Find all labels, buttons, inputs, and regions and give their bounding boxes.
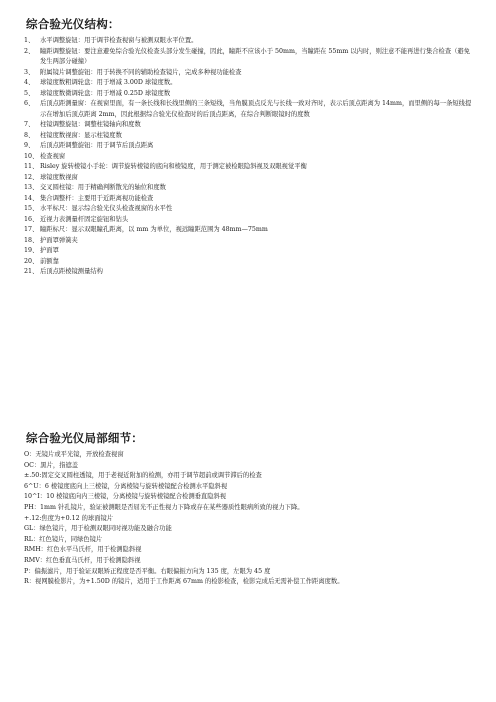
section-title-details: 综合验光仪局部细节： <box>26 431 143 445</box>
list-item: 19、 护面罩 <box>24 247 59 254</box>
details-list <box>24 450 479 588</box>
list-item: 7、 柱镜调整旋钮：调整柱镜轴向和度数 <box>24 121 141 128</box>
detail-line: RL：红色镜片，同绿色镜片 <box>24 535 103 543</box>
section-title-structure: 综合验光仪结构： <box>26 17 120 31</box>
list-item: 21、 后顶点距棱镜测量结构 <box>24 268 103 275</box>
list-item: 2、 瞳距调整旋钮：要注意避免综合验光仪检查头部分发生碰撞，因此，瞳距不应该小于 50mm，当瞳距在 55mm 以内时，则注意不能再进行集合检查（避免发生两部分碰撞） <box>24 47 471 65</box>
detail-line: RMH：红色水平马氏杆，用于检测隐斜视 <box>24 546 142 554</box>
list-item: 15、 水平标尺：显示综合验光仪头检查视窗的水平性 <box>24 205 173 212</box>
detail-line: O：无镜片或平光镜，开放检查视窗 <box>24 451 124 458</box>
list-item: 9、 后顶点距调整旋钮：用于调节后顶点距离 <box>24 142 154 149</box>
detail-line: 6^U：6 棱镜度底向上三棱镜，分离棱镜与旋转棱镜配合检测水平隐斜视 <box>24 482 228 490</box>
list-item: 10、 检查视窗 <box>24 152 66 160</box>
list-item: 17、 瞳距标尺：显示双眼瞳孔距离，以 mm 为单位，视远瞳距范围为 48mm—75mm <box>24 226 268 233</box>
detail-line: +.12:焦度为+0.12 的球面镜片 <box>24 514 114 522</box>
list-item: 1、 水平调整旋钮：用于调节检查视窗与被测双眼水平位置。 <box>24 37 198 44</box>
detail-line: R：视网膜检影片，为+1.50D 的镜片，适用于工作距离 67mm 的检影检查，检影完成后无需补偿工作距离度数。 <box>24 578 344 586</box>
list-item: 4、 球镜度数粗调轮盘：用于增减 3.00D 球镜度数。 <box>24 79 177 86</box>
detail-line: ±.50:固定交叉圆柱透镜，用于老视近附加的检测，亦用于调节超前或调节滞后的检查 <box>24 472 262 480</box>
structure-list <box>24 36 476 278</box>
list-item: 20、 前额靠 <box>24 257 59 265</box>
detail-line: PH：1mm 针孔镜片，验证被测眼是否屈光不正性视力下降或存在某些器质性眼病所致的视力下降。 <box>24 503 304 511</box>
list-item: 14、 集合调整杆：主要用于近距离视功能检查 <box>24 194 154 202</box>
list-item: 5、 球镜度数微调轮盘：用于增减 0.25D 球镜度数 <box>24 89 171 97</box>
list-item: 6、 后顶点距测量窗：在视窗里面，有一条长线和长线里侧的三条短线，当角膜顶点反光与长线一致对齐时，表示后顶点距离为 14mm，而里侧的每一条短线提示在增加后顶点距离 2mm，因此根据综合验光仪检查时的后顶点距离，在综合判断眼镜时的度数 <box>24 100 472 118</box>
list-item: 3、 附属镜片调整旋钮：用于转换不同的辅助检查镜片，完成多种视功能检查 <box>24 68 242 76</box>
list-item: 16、 近视力表测量杆固定旋钮和钻头 <box>24 215 129 223</box>
detail-line: GL：绿色镜片，用于检测双眼同时视功能及融合功能 <box>24 525 172 533</box>
list-item: 8、 柱镜度数视窗：显示柱镜度数 <box>24 131 122 139</box>
detail-line: P：偏振滤片，用于验证双眼矫正程度是否平衡。右眼偏振方向为 135 度，左眼为 45 度 <box>24 567 271 575</box>
detail-line: RMV：红色垂直马氏杆，用于检测隐斜视 <box>24 556 141 564</box>
detail-line: 10^I：10 棱镜底向内三棱镜，分离棱镜与旋转棱镜配合检测垂直隐斜视 <box>24 493 227 501</box>
list-item: 13、 交叉圆柱镜：用于精确判断散光的轴位和度数 <box>24 184 166 191</box>
list-item: 18、 护面罩弹簧夹 <box>24 236 78 244</box>
detail-line: OC：黑片，指遮盖 <box>24 461 79 469</box>
list-item: 12、 球镜度数视窗 <box>24 173 78 181</box>
list-item: 11、 Risley 旋转棱镜小手轮：调节旋转棱镜的底向和棱镜度，用于测定被检眼隐斜视及双眼视觉平衡 <box>24 163 307 170</box>
